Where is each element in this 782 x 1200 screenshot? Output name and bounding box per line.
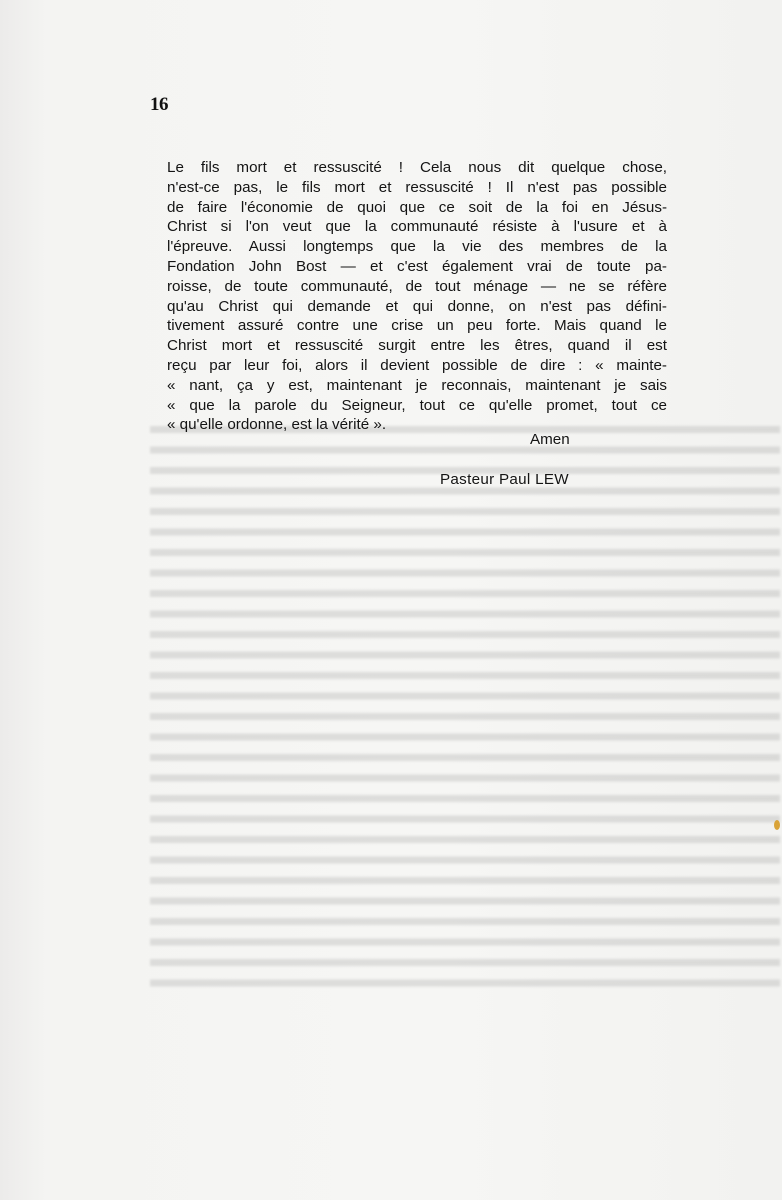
paragraph-line: Fondation John Bost — et c'est également vrai de toute pa-	[167, 257, 667, 275]
paragraph-line: reçu par leur foi, alors il devient possible de dire : « mainte-	[167, 356, 667, 374]
paragraph-line: de faire l'économie de quoi que ce soit de la foi en Jésus-	[167, 198, 667, 216]
paragraph-line: « qu'elle ordonne, est la vérité ».	[167, 416, 387, 434]
body-paragraph	[167, 158, 667, 435]
page-number: 16	[150, 94, 168, 115]
paragraph-line: tivement assuré contre une crise un peu forte. Mais quand le	[167, 317, 667, 335]
paragraph-line: l'épreuve. Aussi longtemps que la vie des membres de la	[167, 238, 667, 256]
paragraph-line: Christ mort et ressuscité surgit entre les êtres, quand il est	[167, 337, 667, 355]
paragraph-line: « nant, ça y est, maintenant je reconnais, maintenant je sais	[167, 376, 667, 394]
paragraph-line: roisse, de toute communauté, de tout ménage — ne se réfère	[167, 277, 667, 295]
paragraph-line: « que la parole du Seigneur, tout ce qu'elle promet, tout ce	[167, 396, 667, 414]
paragraph-line: Le fils mort et ressuscité ! Cela nous dit quelque chose,	[167, 159, 667, 176]
closing-amen: Amen	[530, 431, 570, 448]
paragraph-line: n'est-ce pas, le fils mort et ressuscité ! Il n'est pas possible	[167, 178, 667, 196]
paragraph-line: Christ si l'on veut que la communauté résiste à l'usure et à	[167, 218, 667, 236]
author-signature: Pasteur Paul LEW	[440, 471, 569, 488]
paragraph-line: qu'au Christ qui demande et qui donne, on n'est pas défini-	[167, 297, 667, 315]
show-through-text	[150, 420, 780, 1000]
paper-mark	[774, 820, 780, 830]
